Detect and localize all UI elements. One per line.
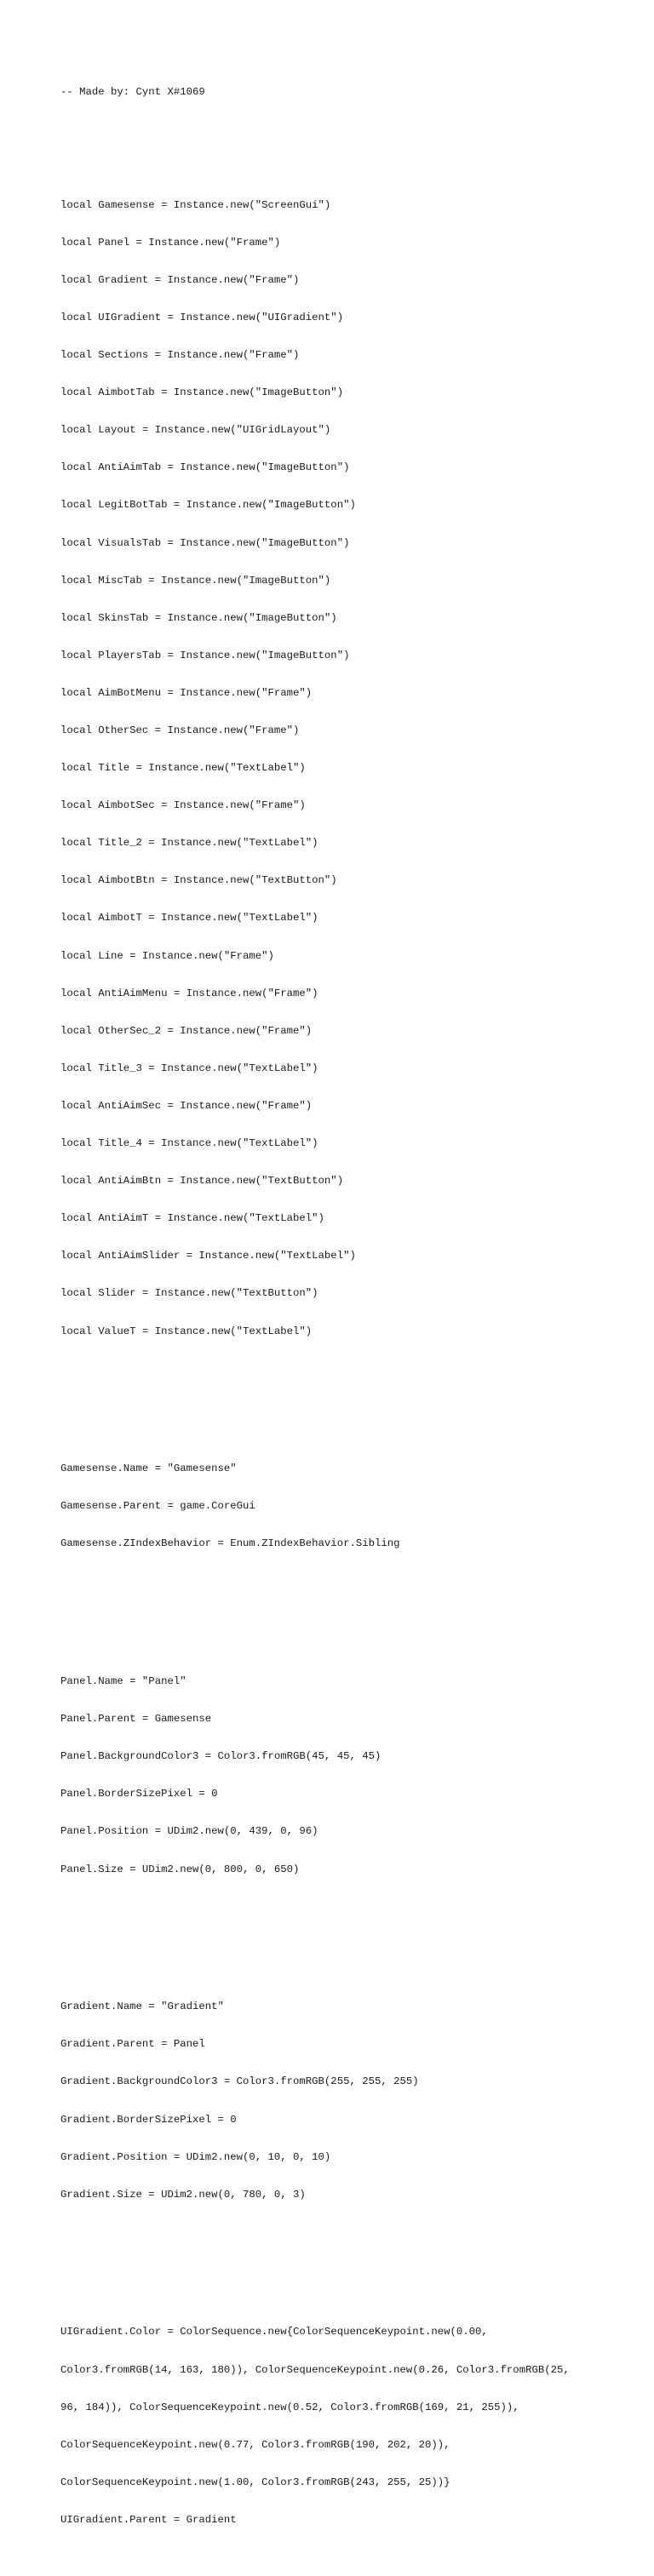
code-line: Gradient.BorderSizePixel = 0 [60,2113,237,2126]
code-line: UIGradient.Color = ColorSequence.new{ColorSequenceKeypoint.new(0.00, [60,2326,488,2338]
code-line: local ValueT = Instance.new("TextLabel") [60,1325,313,1337]
code-line: Gamesense.Parent = game.CoreGui [60,1500,255,1513]
code-line: local AimbotBtn = Instance.new("TextButton") [60,874,337,887]
code-line: local OtherSec = Instance.new("Frame") [60,724,300,737]
code-line: local Title_3 = Instance.new("TextLabel") [60,1062,318,1074]
code-line: local PlayersTab = Instance.new("ImageButton") [60,649,350,661]
blank-line [60,1600,640,1613]
panel-block [60,1651,640,1901]
code-line: Gamesense.Name = "Gamesense" [60,1463,237,1475]
code-line: Gradient.Size = UDim2.new(0, 780, 0, 3) [60,2188,306,2201]
code-line: local AntiAimTab = Instance.new("ImageButton") [60,461,350,474]
code-line: local Gradient = Instance.new("Frame") [60,273,300,286]
code-line: local UIGradient = Instance.new("UIGradient") [60,311,344,323]
code-line: local AimbotTab = Instance.new("ImageButton") [60,386,344,399]
code-line: Gradient.Parent = Panel [60,2038,205,2051]
code-line: 96, 184)), ColorSequenceKeypoint.new(0.52, Color3.fromRGB(169, 21, 255)), [60,2401,519,2413]
code-line: local AntiAimBtn = Instance.new("TextButton") [60,1175,344,1188]
code-line: local AntiAimSlider = Instance.new("TextLabel") [60,1250,356,1262]
code-line: local Gamesense = Instance.new("ScreenGui") [60,198,331,211]
code-line: Panel.BackgroundColor3 = Color3.fromRGB(45, 45, 45) [60,1750,382,1763]
code-line: ColorSequenceKeypoint.new(1.00, Color3.fromRGB(243, 255, 25))} [60,2476,450,2488]
code-line: local AimbotT = Instance.new("TextLabel") [60,912,318,924]
blank-line [60,124,640,137]
gamesense-block [60,1438,640,1576]
blank-line [60,1926,640,1938]
code-listing [60,61,640,2576]
code-line: Panel.BorderSizePixel = 0 [60,1788,218,1800]
blank-line [60,2251,640,2264]
code-line: Panel.Parent = Gamesense [60,1713,212,1726]
code-line: local AntiAimMenu = Instance.new("Frame") [60,987,318,999]
code-line: Panel.Size = UDim2.new(0, 800, 0, 650) [60,1863,300,1875]
code-line: local LegitBotTab = Instance.new("ImageButton") [60,499,356,512]
code-line: local Title_4 = Instance.new("TextLabel") [60,1137,318,1150]
code-line: UIGradient.Parent = Gradient [60,2513,237,2526]
code-line: local Line = Instance.new("Frame") [60,949,274,962]
code-line: ColorSequenceKeypoint.new(0.77, Color3.fromRGB(190, 202, 20)), [60,2438,450,2451]
code-line: Gradient.Name = "Gradient" [60,2001,224,2013]
code-line: local Slider = Instance.new("TextButton") [60,1287,318,1300]
code-line: local Title = Instance.new("TextLabel") [60,762,306,775]
code-line: Panel.Position = UDim2.new(0, 439, 0, 96) [60,1825,318,1838]
code-line: local VisualsTab = Instance.new("ImageButton") [60,536,350,549]
code-line: Gamesense.ZIndexBehavior = Enum.ZIndexBehavior.Sibling [60,1537,400,1550]
code-line: local AimBotMenu = Instance.new("Frame") [60,686,313,699]
code-line: local SkinsTab = Instance.new("ImageButton") [60,611,337,624]
code-line: local Sections = Instance.new("Frame") [60,349,300,362]
code-line: Gradient.Position = UDim2.new(0, 10, 0, 10) [60,2150,331,2163]
header-comment: -- Made by: Cynt X#1069 [60,86,205,99]
code-line: local AntiAimT = Instance.new("TextLabel") [60,1212,324,1225]
code-line: local MiscTab = Instance.new("ImageButton") [60,574,331,587]
code-line: local Layout = Instance.new("UIGridLayout") [60,424,331,437]
code-line: Color3.fromRGB(14, 163, 180)), ColorSequenceKeypoint.new(0.26, Color3.fromRGB(25, [60,2363,570,2376]
uigradient-block [60,2301,640,2551]
code-line: local OtherSec_2 = Instance.new("Frame") [60,1024,313,1037]
blank-line [60,1388,640,1400]
code-line: local Title_2 = Instance.new("TextLabel") [60,837,318,850]
code-line: Gradient.BackgroundColor3 = Color3.fromRGB(255, 255, 255) [60,2075,419,2088]
code-line: local AntiAimSec = Instance.new("Frame") [60,1099,313,1112]
declarations-block [60,174,640,1362]
code-line: local AimbotSec = Instance.new("Frame") [60,799,306,812]
code-line: Panel.Name = "Panel" [60,1675,186,1688]
gradient-block [60,1976,640,2226]
code-line: local Panel = Instance.new("Frame") [60,236,281,249]
